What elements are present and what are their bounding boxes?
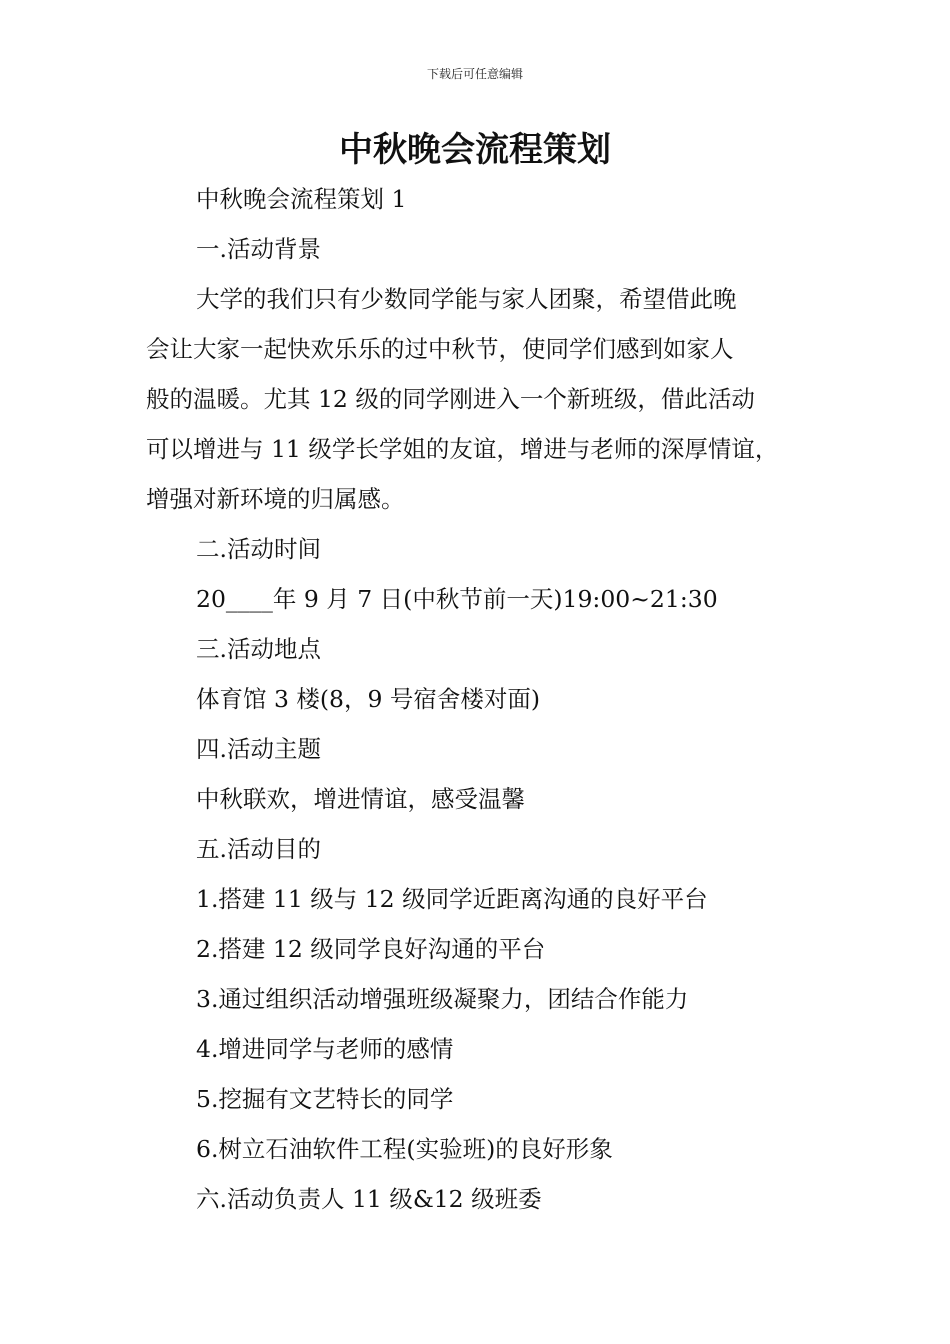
section-heading-background: 一.活动背景 [196,235,321,263]
header-note: 下载后可任意编辑 [426,67,523,81]
subtitle: 中秋晚会流程策划 1 [196,185,407,213]
purpose-item: 1.搭建 11 级与 12 级同学近距离沟通的良好平台 [196,885,708,913]
purpose-item: 6.树立石油软件工程(实验班)的良好形象 [196,1135,613,1163]
section-heading-theme: 四.活动主题 [196,735,321,763]
section-heading-time: 二.活动时间 [196,535,321,563]
background-line: 大学的我们只有少数同学能与家人团聚，希望借此晚 [196,285,737,313]
document-title: 中秋晚会流程策划 [339,130,611,170]
background-line: 可以增进与 11 级学长学姐的友谊，增进与老师的深厚情谊， [146,435,779,463]
purpose-item: 4.增进同学与老师的感情 [196,1035,454,1063]
section-heading-leader: 六.活动负责人 11 级&12 级班委 [196,1185,542,1213]
purpose-item: 2.搭建 12 级同学良好沟通的平台 [196,935,546,963]
theme-value: 中秋联欢，增进情谊，感受温馨 [196,785,525,813]
background-line: 增强对新环境的归属感。 [146,485,405,513]
purpose-item: 5.挖掘有文艺特长的同学 [196,1085,454,1113]
document-body [146,174,828,1224]
place-value: 体育馆 3 楼(8，9 号宿舍楼对面) [196,685,541,713]
time-value: 20____年 9 月 7 日(中秋节前一天)19:00~21:30 [196,585,718,613]
background-line: 会让大家一起快欢乐乐的过中秋节，使同学们感到如家人 [146,335,734,363]
background-line: 般的温暖。尤其 12 级的同学刚进入一个新班级，借此活动 [146,385,755,413]
purpose-item: 3.通过组织活动增强班级凝聚力，团结合作能力 [196,985,689,1013]
section-heading-place: 三.活动地点 [196,635,321,663]
section-heading-purpose: 五.活动目的 [196,835,321,863]
